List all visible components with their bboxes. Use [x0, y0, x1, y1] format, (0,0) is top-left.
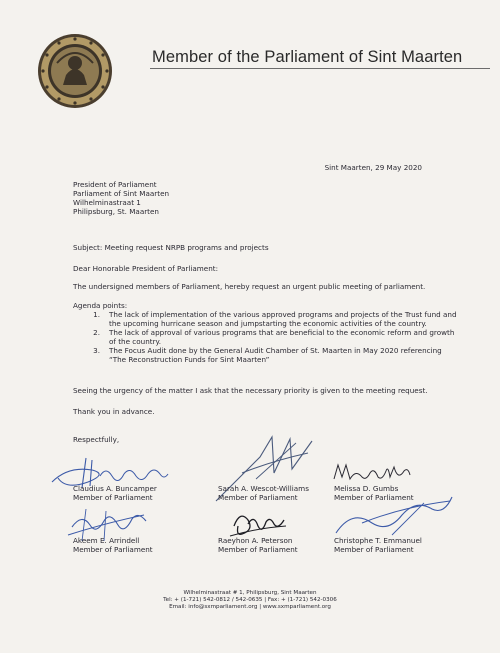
closing-line: Respectfully, — [73, 435, 120, 444]
agenda-text: The lack of implementation of the various approved programs and projects of the Trust fund and — [109, 310, 457, 319]
agenda-text: The lack of approval of various programs that are beneficial to the economic reform and growth — [109, 328, 455, 337]
agenda-list — [73, 310, 457, 364]
recipient-line: Wilhelminastraat 1 — [73, 198, 141, 207]
letterhead-title: Member of the Parliament of Sint Maarten — [152, 48, 463, 66]
agenda-text: The Focus Audit done by the General Audit Chamber of St. Maarten in May 2020 referencing — [109, 346, 442, 355]
signatory-name: Raeyhon A. Peterson — [218, 536, 293, 545]
thanks-line: Thank you in advance. — [73, 407, 155, 416]
signature-gumbs — [332, 459, 412, 485]
agenda-text: the upcoming hurricane season and jumpstarting the economic activities of the country. — [109, 319, 427, 328]
signatory-role: Member of Parliament — [218, 493, 298, 502]
parliament-seal-icon — [37, 33, 113, 109]
signatory-block — [73, 484, 157, 502]
agenda-item — [73, 310, 457, 328]
footer-phone: Tel: + (1-721) 542-0812 / 542-0635 | Fax: + (1-721) 542-0306 — [163, 597, 337, 603]
recipient-line: Parliament of Sint Maarten — [73, 189, 170, 198]
signatory-name: Sarah A. Wescot-Williams — [218, 484, 309, 493]
recipient-line: Philipsburg, St. Maarten — [73, 207, 159, 216]
agenda-item — [73, 346, 453, 364]
agenda-number: 2. — [93, 328, 100, 337]
signatory-role: Member of Parliament — [73, 493, 153, 502]
agenda-label: Agenda points: — [73, 301, 128, 310]
agenda-number: 3. — [93, 346, 100, 355]
signatory-block — [218, 484, 309, 502]
agenda-text: of the country. — [109, 337, 162, 346]
signatory-role: Member of Parliament — [334, 493, 414, 502]
agenda-text: “The Reconstruction Funds for Sint Maarten” — [109, 355, 270, 364]
footer-contact: Email: info@sxmparliament.org | www.sxmparliament.org — [169, 604, 331, 610]
signatory-block — [334, 536, 422, 554]
signatory-name: Claudius A. Buncamper — [73, 484, 157, 493]
recipient-line: President of Parliament — [73, 180, 157, 189]
footer-address: Wilhelminastraat # 1, Philipsburg, Sint Maarten — [183, 590, 317, 596]
recipient-address — [73, 180, 169, 216]
agenda-item — [73, 328, 453, 346]
signatory-name: Christophe T. Emmanuel — [334, 536, 422, 545]
signatory-role: Member of Parliament — [73, 545, 153, 554]
signatory-block — [73, 536, 153, 554]
signatory-role: Member of Parliament — [334, 545, 414, 554]
signatory-role: Member of Parliament — [218, 545, 298, 554]
signatory-name: Akeem E. Arrindell — [73, 536, 140, 545]
urgency-paragraph: Seeing the urgency of the matter I ask that the necessary priority is given to the meeting request. — [73, 386, 428, 395]
salutation: Dear Honorable President of Parliament: — [73, 264, 218, 273]
signatory-block — [218, 536, 298, 554]
letterhead-divider — [150, 68, 490, 69]
subject-line: Subject: Meeting request NRPB programs and projects — [73, 243, 269, 252]
date-line: Sint Maarten, 29 May 2020 — [324, 163, 422, 172]
signatory-block — [334, 484, 414, 502]
signatory-name: Melissa D. Gumbs — [334, 484, 399, 493]
intro-paragraph: The undersigned members of Parliament, hereby request an urgent public meeting of parliament. — [73, 282, 426, 291]
agenda-number: 1. — [93, 310, 100, 319]
letter-footer — [0, 590, 500, 611]
